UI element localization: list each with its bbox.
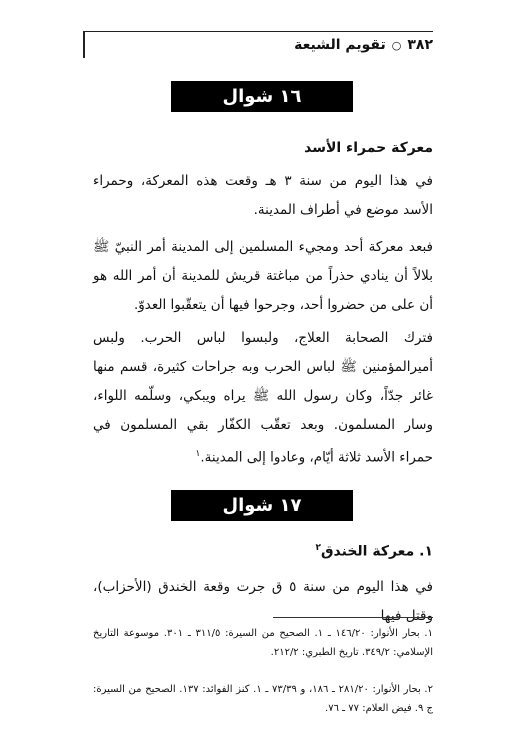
book-title: تقويم الشيعة bbox=[294, 37, 386, 53]
footnote: ٢. بحار الأنوار: ٢٨١/٢٠ ـ ١٨٦، و ٧٣/٣٩ ـ ١. كنز الفوائد: ١٣٧. الصحيح من السيرة: ج ٩. فيض العلام: ٧٧ ـ ٧٦. bbox=[93, 684, 433, 714]
footnote-marker: ٢ bbox=[315, 543, 321, 553]
date-banner: ١٦ شوال bbox=[171, 81, 353, 112]
page-number: ٣٨٢ bbox=[407, 37, 433, 53]
date-banner: ١٧ شوال bbox=[171, 490, 353, 521]
paragraph-text: فترك الصحابة العلاج، ولبسوا لباس الحرب. ولبس أميرالمؤمنين ﷺ لباس الحرب وبه جراحات كثيرة، قسم منها غائر جدّاً، وكان رسول الله ﷺ يراه ويبكي، وسلّمه اللواء، وسار المسلمون. وبعد تعقّب الكفّار بقي المسلمون في حمراء الأسد ثلاثة أيّام، وعادوا إلى المدينة. bbox=[93, 330, 433, 466]
event-heading: معركة حمراء الأسد bbox=[304, 140, 433, 156]
event-heading bbox=[316, 543, 434, 560]
header-separator-icon: ○ bbox=[391, 38, 402, 52]
running-header bbox=[83, 31, 433, 58]
footnote-marker: ١ bbox=[195, 449, 201, 459]
footnote: ١. بحار الأنوار: ١٤٦/٢٠ ـ ١. الصحيح من السيرة: ٣١١/٥ ـ ٣٠١. موسوعة التاريخ الإسلامي: ٣٤٩/٢. تاريخ الطبري: ٢١٢/٢. bbox=[93, 628, 433, 658]
paragraph bbox=[93, 324, 433, 473]
footnote-divider bbox=[273, 617, 433, 618]
paragraph: في هذا اليوم من سنة ٥ ق جرت وقعة الخندق (الأحزاب)، وقتل فيها bbox=[93, 579, 433, 624]
heading-text: ١. معركة الخندق bbox=[321, 543, 433, 560]
paragraph: في هذا اليوم من سنة ٣ هـ وقعت هذه المعركة، وحمراء الأسد موضع في أطراف المدينة. bbox=[93, 173, 433, 218]
paragraph: فبعد معركة أحد ومجيء المسلمين إلى المدينة أمر النبيّ ﷺ بلالاً أن ينادي حذراً من مباغتة قريش للمدينة أن أمر الله هو أن على من حضروا أحد، وجرحوا فيها أن يتعقّبوا العدوّ. bbox=[93, 239, 433, 313]
